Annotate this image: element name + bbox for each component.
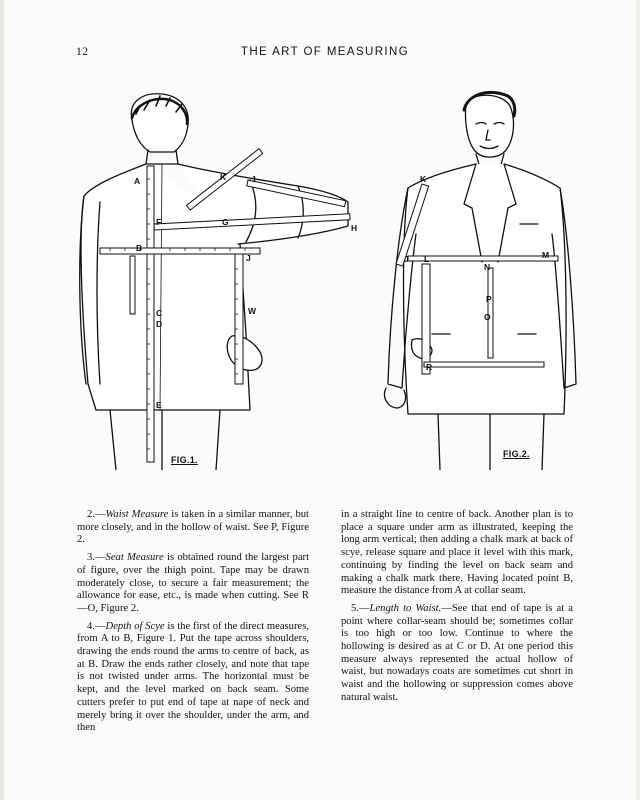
fig1-label-1: 1	[252, 174, 257, 184]
fig1-label-w: W	[248, 306, 257, 316]
text-column-left	[77, 509, 309, 740]
running-head: THE ART OF MEASURING	[240, 46, 410, 58]
paragraph-body: is obtained round the largest part of figure, over the thigh point. Tape may be drawn moderately close, to secure a fair measurement; the allowance for ease, etc., is made when cutting. See R—O, Figure 2.	[77, 552, 310, 614]
figure-2-illustration	[368, 84, 588, 470]
fig1-label-h: H	[351, 223, 358, 233]
fig1-label-j: J	[246, 253, 251, 263]
paragraph-body: is the first of the direct measures, from A to B, Figure 1. Put the tape across shoulders, drawing the ends round the arms to centre of back, as at B. Draw the ends rather closely, and note that tape is not twisted under arms. The horizontal must be kept, and the level marked on back seam. Some cutters prefer to put end of tape at nape of neck and merely bring it over the shoulder, under the arm, and then	[77, 620, 309, 734]
paragraph-length-to-waist	[341, 603, 573, 705]
paragraph-term: Length to Waist.	[369, 602, 442, 614]
fig1-label-b: B	[136, 243, 143, 253]
fig2-label-r: R	[426, 362, 433, 372]
page-edge-left	[0, 0, 4, 800]
paragraph-number: 3.—	[87, 552, 106, 564]
paragraph-term: Depth of Scye	[105, 620, 165, 632]
paragraph-number: 4.—	[87, 620, 106, 632]
fig1-label-k: K	[220, 172, 227, 182]
paragraph-number: 5.—	[351, 602, 370, 614]
figure-2-caption: FIG.2.	[503, 449, 530, 459]
page-number: 12	[76, 46, 89, 58]
fig2-label-j: J	[404, 254, 409, 264]
fig1-label-g: G	[222, 217, 229, 227]
fig2-label-m: M	[542, 250, 550, 260]
fig1-label-f: F	[156, 217, 162, 227]
fig2-label-k: K	[420, 174, 427, 184]
figure-1-illustration	[70, 84, 370, 470]
fig2-label-o: O	[484, 312, 491, 322]
paragraph-term: Waist Measure	[105, 509, 169, 520]
fig2-label-n: N	[484, 262, 491, 272]
fig1-label-c: C	[156, 308, 163, 318]
fig1-label-e: E	[156, 400, 162, 410]
page-edge-right	[636, 0, 640, 800]
figure-1-back-view	[70, 84, 370, 470]
paragraph-body: is taken in a similar manner, but more closely, and in the hollow of waist. See P, Figure 2.	[77, 509, 309, 546]
fig1-label-d: D	[156, 319, 163, 329]
figure-1-caption: FIG.1.	[171, 455, 198, 465]
paragraph-body: —See that end of tape is at a point where collar-seam should be; sometimes collar is too high or too low. Continue to where the hollowing is desired as at C or D. At one period this measure always represented the actual hollow of waist, but nowadays coats are sometimes cut short in waist and the hollowing or suppression comes above natural waist.	[341, 602, 573, 703]
paragraph-depth-of-scye-continued: in a straight line to centre of back. Another plan is to place a square under arm as illustrated, keeping the long arm vertical; then adding a chalk mark at back of scye, release square and place it level with this mark, continuing by finding the level on back seam and making a chalk mark there. Having located point B, measure the distance from A at collar seam.	[341, 509, 573, 597]
paragraph-waist-measure	[77, 509, 309, 547]
fig1-label-a: A	[134, 176, 141, 186]
paragraph-number: 2.—	[87, 509, 106, 520]
figure-2-front-view	[368, 84, 588, 470]
paragraph-depth-of-scye	[77, 621, 309, 735]
paragraph-term: Seat Measure	[105, 552, 164, 564]
fig2-label-l: L	[424, 254, 430, 264]
paragraph-seat-measure	[77, 552, 309, 616]
text-column-right	[341, 509, 573, 710]
fig2-label-p: P	[486, 294, 492, 304]
